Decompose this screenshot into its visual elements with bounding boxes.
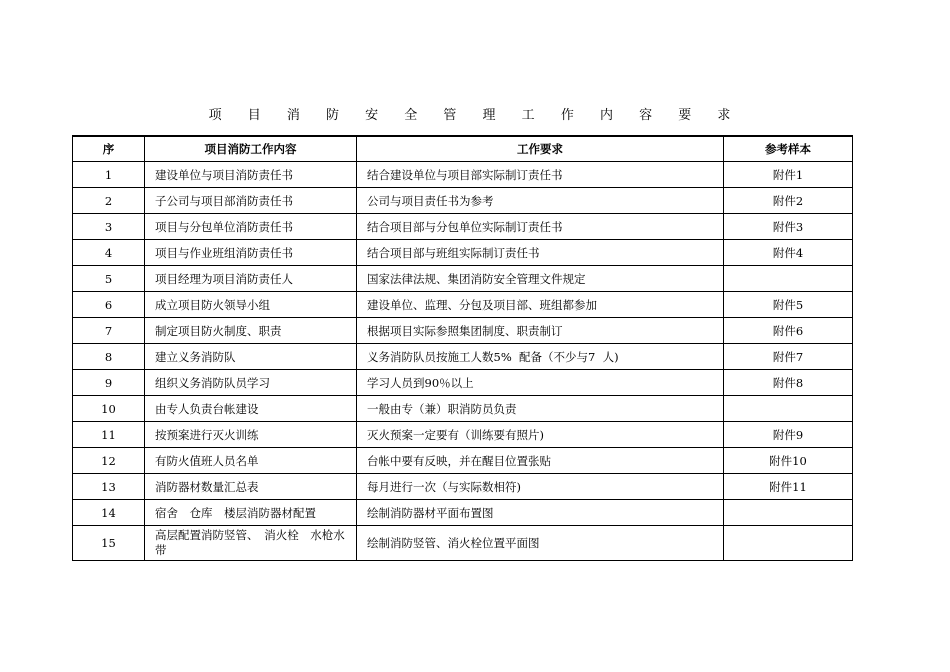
table-row	[73, 318, 853, 344]
cell-reference: 附件8	[724, 370, 853, 396]
requirements-table	[72, 135, 853, 561]
cell-no: 12	[73, 448, 145, 474]
cell-item: 子公司与项目部消防责任书	[145, 188, 357, 214]
cell-item: 项目与作业班组消防责任书	[145, 240, 357, 266]
cell-reference: 附件9	[724, 422, 853, 448]
cell-requirement: 国家法律法规、集团消防安全管理文件规定	[357, 266, 724, 292]
cell-no: 11	[73, 422, 145, 448]
cell-item: 项目与分包单位消防责任书	[145, 214, 357, 240]
cell-reference: 附件11	[724, 474, 853, 500]
header-reference: 参考样本	[724, 136, 853, 162]
table-row	[73, 396, 853, 422]
table-row	[73, 240, 853, 266]
cell-requirement: 结合建设单位与项目部实际制订责任书	[357, 162, 724, 188]
header-item: 项目消防工作内容	[145, 136, 357, 162]
table-header-row	[73, 136, 853, 162]
cell-requirement: 每月进行一次（与实际数相符)	[357, 474, 724, 500]
cell-reference	[724, 396, 853, 422]
table-row	[73, 188, 853, 214]
cell-no: 1	[73, 162, 145, 188]
cell-item: 项目经理为项目消防责任人	[145, 266, 357, 292]
cell-item: 制定项目防火制度、职责	[145, 318, 357, 344]
table-row	[73, 474, 853, 500]
cell-requirement: 一般由专（兼）职消防员负责	[357, 396, 724, 422]
cell-no: 14	[73, 500, 145, 526]
cell-requirement: 绘制消防器材平面布置图	[357, 500, 724, 526]
cell-reference	[724, 526, 853, 561]
cell-item: 由专人负责台帐建设	[145, 396, 357, 422]
cell-requirement: 义务消防队员按施工人数5% 配备（不少与7 人)	[357, 344, 724, 370]
cell-item: 建立义务消防队	[145, 344, 357, 370]
cell-requirement: 灭火预案一定要有（训练要有照片)	[357, 422, 724, 448]
cell-no: 6	[73, 292, 145, 318]
cell-reference: 附件10	[724, 448, 853, 474]
header-requirement: 工作要求	[357, 136, 724, 162]
cell-requirement: 结合项目部与分包单位实际制订责任书	[357, 214, 724, 240]
cell-requirement: 根据项目实际参照集团制度、职责制订	[357, 318, 724, 344]
cell-reference: 附件1	[724, 162, 853, 188]
cell-requirement: 台帐中要有反映，并在醒目位置张贴	[357, 448, 724, 474]
cell-item: 有防火值班人员名单	[145, 448, 357, 474]
table-row	[73, 422, 853, 448]
cell-item: 高层配置消防竖管、 消火栓 水枪水带	[145, 526, 357, 561]
cell-no: 4	[73, 240, 145, 266]
table-row	[73, 162, 853, 188]
cell-no: 7	[73, 318, 145, 344]
cell-item: 按预案进行灭火训练	[145, 422, 357, 448]
cell-requirement: 建设单位、监理、分包及项目部、班组都参加	[357, 292, 724, 318]
table-row	[73, 266, 853, 292]
cell-no: 10	[73, 396, 145, 422]
table-row	[73, 370, 853, 396]
cell-item: 组织义务消防队员学习	[145, 370, 357, 396]
cell-no: 15	[73, 526, 145, 561]
cell-reference: 附件7	[724, 344, 853, 370]
cell-reference: 附件5	[724, 292, 853, 318]
cell-requirement: 公司与项目责任书为参考	[357, 188, 724, 214]
cell-no: 9	[73, 370, 145, 396]
cell-item: 成立项目防火领导小组	[145, 292, 357, 318]
table-row	[73, 500, 853, 526]
cell-item: 宿舍 仓库 楼层消防器材配置	[145, 500, 357, 526]
cell-no: 8	[73, 344, 145, 370]
cell-no: 13	[73, 474, 145, 500]
cell-no: 5	[73, 266, 145, 292]
table-row	[73, 292, 853, 318]
cell-requirement: 绘制消防竖管、消火栓位置平面图	[357, 526, 724, 561]
cell-requirement: 学习人员到90％以上	[357, 370, 724, 396]
table-row	[73, 448, 853, 474]
cell-reference: 附件3	[724, 214, 853, 240]
table-row	[73, 526, 853, 561]
document-title: 项 目 消 防 安 全 管 理 工 作 内 容 要 求	[208, 108, 742, 123]
cell-reference: 附件4	[724, 240, 853, 266]
table-row	[73, 214, 853, 240]
table-row	[73, 344, 853, 370]
cell-reference	[724, 266, 853, 292]
cell-reference: 附件2	[724, 188, 853, 214]
cell-requirement: 结合项目部与班组实际制订责任书	[357, 240, 724, 266]
cell-item: 建设单位与项目消防责任书	[145, 162, 357, 188]
cell-reference	[724, 500, 853, 526]
cell-item: 消防器材数量汇总表	[145, 474, 357, 500]
cell-no: 3	[73, 214, 145, 240]
cell-reference: 附件6	[724, 318, 853, 344]
header-no: 序	[73, 136, 145, 162]
cell-no: 2	[73, 188, 145, 214]
